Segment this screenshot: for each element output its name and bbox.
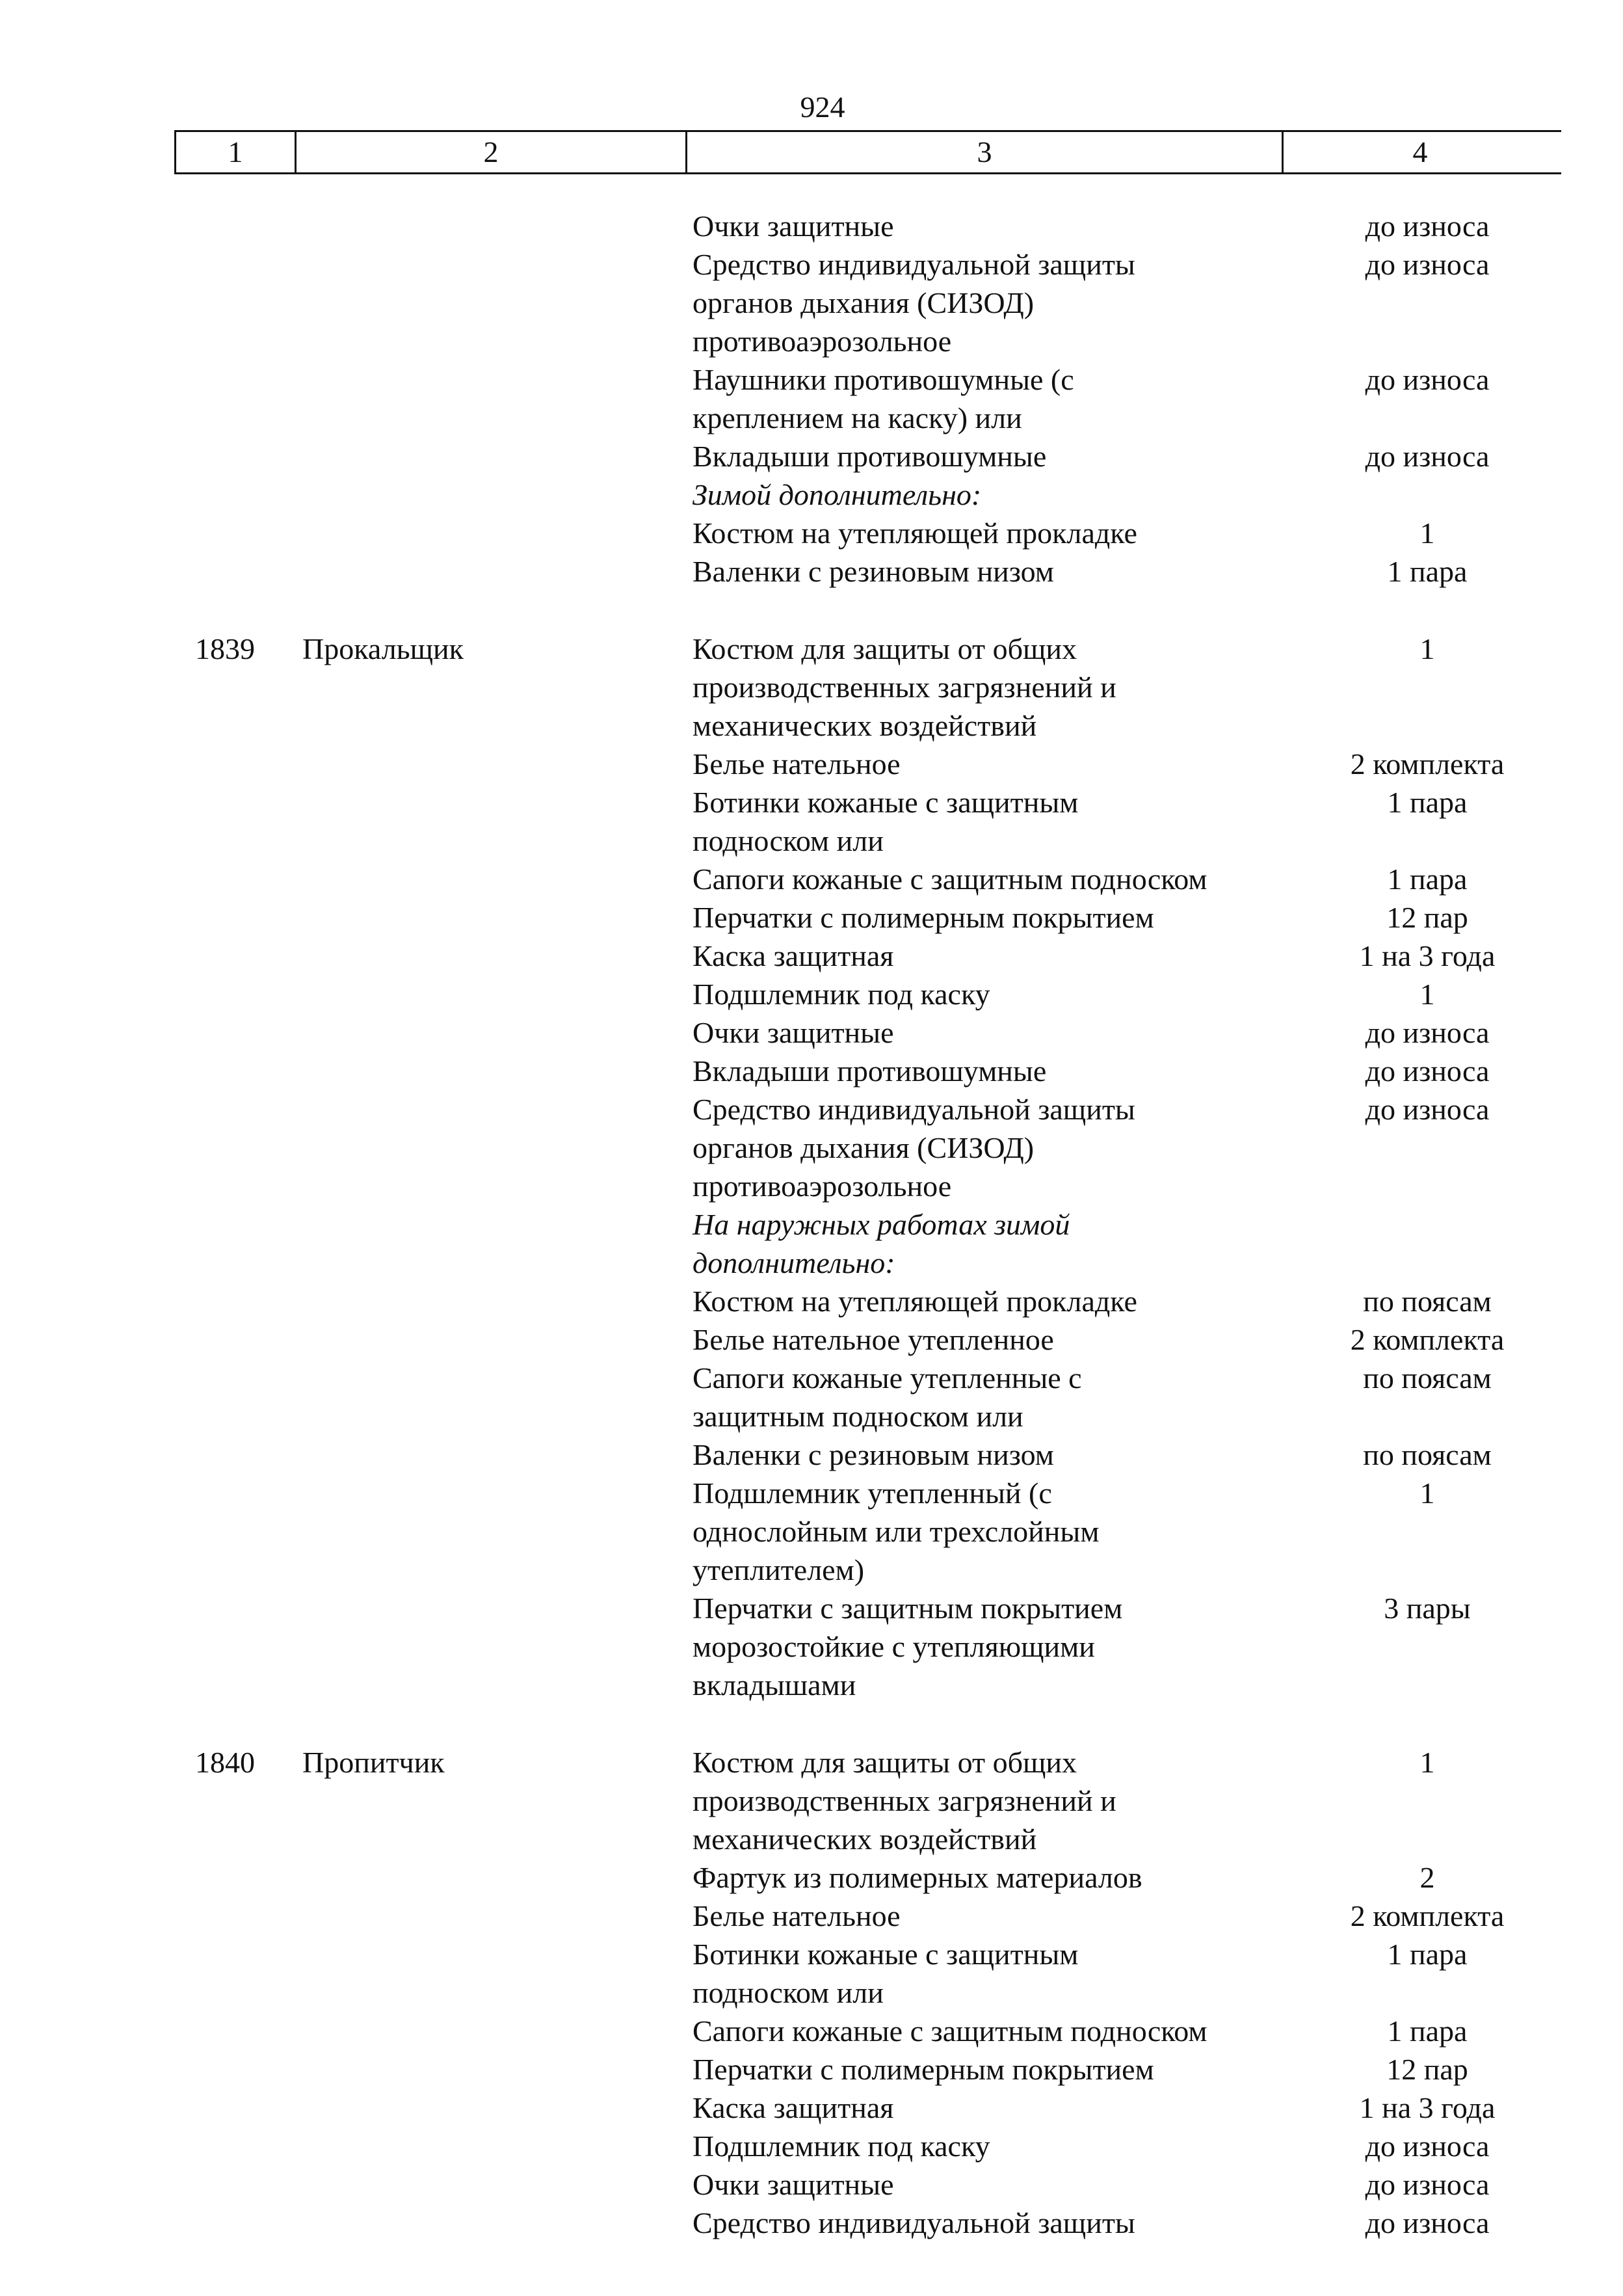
item-norm: 1 [1419,1746,1435,1779]
item-name: защитным подноском или [693,1400,1023,1433]
profession-name: Прокальщик [302,632,464,665]
item-name: механических воздействий [693,709,1037,742]
item-name: Ботинки кожаные с защитным [693,1938,1079,1971]
item-name: механических воздействий [693,1822,1037,1856]
item-name: Фартук из полимерных материалов [693,1861,1142,1894]
item-name: Ботинки кожаные с защитным [693,786,1079,819]
item-norm: до износа [1365,1054,1490,1088]
item-name: Каска защитная [693,939,894,972]
page-number: 924 [800,90,845,124]
item-norm: 1 пара [1387,1938,1468,1971]
item-name: Зимой дополнительно: [693,478,982,511]
item-name: Белье нательное [693,747,901,781]
item-name: Подшлемник утепленный (с [693,1476,1052,1510]
item-name: Костюм на утепляющей прокладке [693,516,1137,550]
item-name: однослойным или трехслойным [693,1515,1100,1548]
item-name: дополнительно: [693,1246,895,1279]
item-name: противоаэрозольное [693,1169,952,1203]
item-norm: до износа [1365,2168,1490,2201]
item-name: подноском или [693,1976,884,2009]
item-norm: до износа [1365,209,1490,243]
header-col-3: 3 [977,135,992,168]
item-norm: по поясам [1363,1361,1492,1395]
item-name: производственных загрязнений и [693,671,1116,704]
item-norm: до износа [1365,2129,1490,2163]
header-col-4: 4 [1412,135,1428,168]
item-name: морозостойкие с утепляющими [693,1630,1095,1663]
item-name: утеплителем) [693,1553,865,1586]
item-norm: 1 [1419,516,1435,550]
item-norm: 1 на 3 года [1359,939,1496,972]
item-name: противоаэрозольное [693,325,952,358]
item-norm: 2 комплекта [1350,747,1505,781]
item-norm: 1 [1419,632,1435,665]
item-name: Подшлемник под каску [693,2129,990,2163]
item-name: Валенки с резиновым низом [693,1438,1054,1471]
item-name: Очки защитные [693,209,894,243]
item-name: производственных загрязнений и [693,1784,1116,1817]
item-name: Белье нательное утепленное [693,1323,1054,1356]
item-name: Средство индивидуальной защиты [693,2206,1135,2239]
item-norm: 2 комплекта [1350,1323,1505,1356]
item-norm: 2 [1419,1861,1435,1894]
item-norm: 2 комплекта [1350,1899,1505,1932]
item-name: Костюм для защиты от общих [693,1746,1077,1779]
item-norm: 1 пара [1387,555,1468,588]
item-norm: 1 [1419,978,1435,1011]
item-name: органов дыхания (СИЗОД) [693,1131,1035,1164]
item-name: Костюм на утепляющей прокладке [693,1285,1137,1318]
item-norm: по поясам [1363,1438,1492,1471]
item-name: Средство индивидуальной защиты [693,1093,1135,1126]
item-name: Перчатки с защитным покрытием [693,1592,1123,1625]
item-name: Перчатки с полимерным покрытием [693,901,1154,934]
item-norm: 1 пара [1387,786,1468,819]
item-name: Средство индивидуальной защиты [693,248,1135,281]
item-norm: 1 пара [1387,2014,1468,2048]
item-name: Костюм для защиты от общих [693,632,1077,665]
profession-name: Пропитчик [302,1746,445,1779]
item-norm: 1 [1419,1476,1435,1510]
item-name: Сапоги кожаные с защитным подноском [693,2014,1207,2048]
entry-number: 1839 [195,632,255,665]
item-name: подноском или [693,824,884,857]
item-name: Каска защитная [693,2091,894,2124]
item-norm: до износа [1365,1093,1490,1126]
item-norm: до износа [1365,2206,1490,2239]
item-name: Подшлемник под каску [693,978,990,1011]
item-norm: до износа [1365,363,1490,396]
item-norm: до износа [1365,248,1490,281]
item-name: Белье нательное [693,1899,901,1932]
header-col-1: 1 [228,135,243,168]
table-header [174,130,1561,174]
item-name: Перчатки с полимерным покрытием [693,2053,1154,2086]
item-name: вкладышами [693,1668,856,1702]
item-name: Очки защитные [693,1016,894,1049]
item-norm: 3 пары [1384,1592,1471,1625]
item-name: Сапоги кожаные утепленные с [693,1361,1082,1395]
entry-number: 1840 [195,1746,255,1779]
item-name: На наружных работах зимой [693,1208,1070,1241]
item-norm: по поясам [1363,1285,1492,1318]
item-norm: 1 пара [1387,862,1468,896]
item-norm: 12 пар [1386,901,1468,934]
header-col-2: 2 [483,135,499,168]
item-name: Вкладыши противошумные [693,1054,1047,1088]
item-norm: 1 на 3 года [1359,2091,1496,2124]
item-name: Наушники противошумные (с [693,363,1074,396]
item-name: Очки защитные [693,2168,894,2201]
item-norm: 12 пар [1386,2053,1468,2086]
item-name: органов дыхания (СИЗОД) [693,286,1035,319]
item-norm: до износа [1365,1016,1490,1049]
item-name: Валенки с резиновым низом [693,555,1054,588]
item-norm: до износа [1365,440,1490,473]
item-name: Вкладыши противошумные [693,440,1047,473]
item-name: Сапоги кожаные с защитным подноском [693,862,1207,896]
item-name: креплением на каску) или [693,401,1022,434]
